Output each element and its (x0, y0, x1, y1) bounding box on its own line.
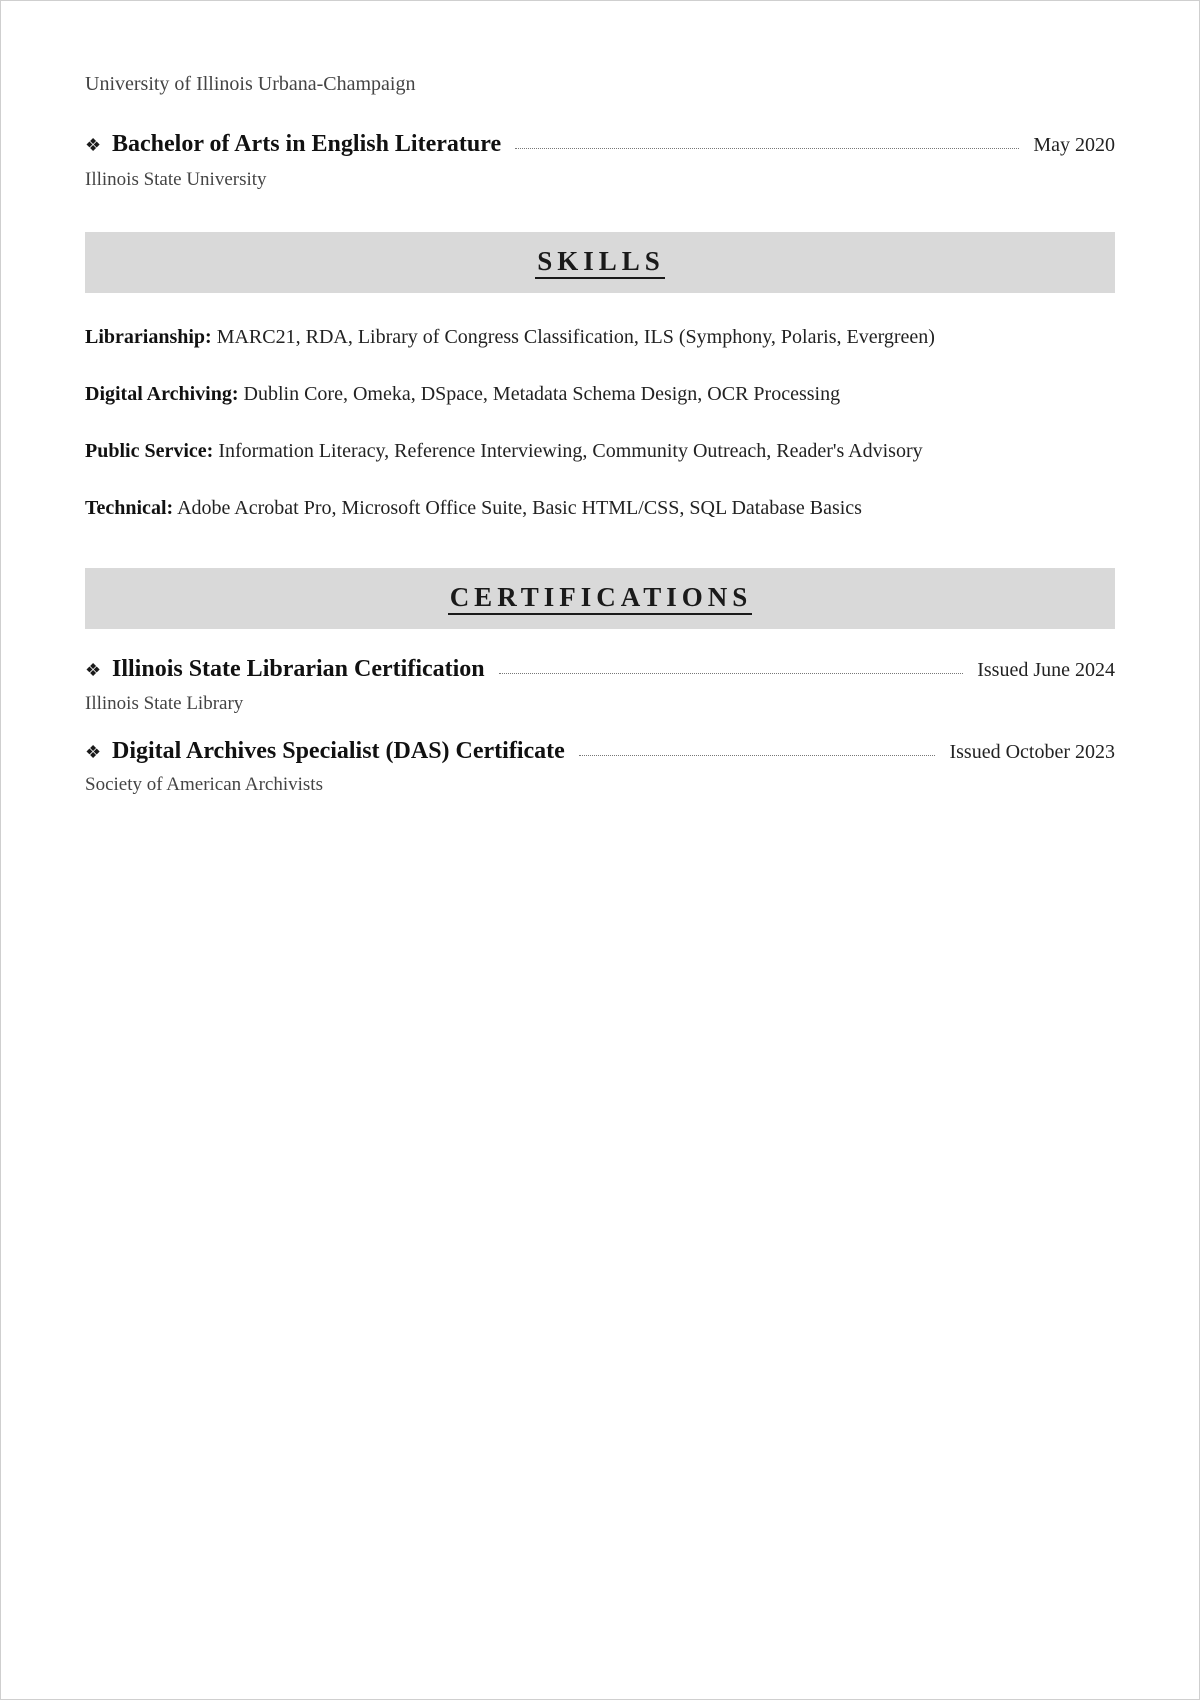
skill-line (85, 381, 1115, 407)
certification-issuer: Society of American Archivists (85, 774, 323, 795)
degree-title: Bachelor of Arts in English Literature (112, 131, 502, 157)
certification-issuer: Illinois State Library (85, 693, 244, 714)
skill-line (85, 495, 1115, 521)
diamond-bullet-icon: ❖ (85, 135, 102, 155)
certification-title: Illinois State Librarian Certification (112, 656, 485, 682)
skills-section-header (85, 232, 1115, 293)
education-institution-previous: University of Illinois Urbana-Champaign (85, 73, 416, 95)
skill-line (85, 438, 1115, 464)
diamond-bullet-icon: ❖ (85, 660, 102, 680)
skill-text: MARC21, RDA, Library of Congress Classification, ILS (Symphony, Polaris, Evergreen) (216, 326, 935, 348)
dotted-leader (579, 754, 936, 756)
degree-date: May 2020 (1033, 134, 1115, 156)
certification-entry (85, 654, 1115, 684)
certification-entry (85, 736, 1115, 766)
skill-label: Public Service: (85, 440, 214, 462)
skill-line (85, 324, 1115, 350)
certifications-section-header (85, 568, 1115, 629)
diamond-bullet-icon: ❖ (85, 742, 102, 762)
skill-text: Information Literacy, Reference Interviewing, Community Outreach, Reader's Advisory (218, 440, 923, 462)
certification-title: Digital Archives Specialist (DAS) Certificate (112, 738, 565, 764)
skill-text: Dublin Core, Omeka, DSpace, Metadata Schema Design, OCR Processing (243, 383, 841, 405)
education-entry (85, 129, 1115, 159)
skill-label: Librarianship: (85, 326, 212, 348)
certification-date: Issued June 2024 (977, 659, 1115, 681)
dotted-leader (515, 147, 1019, 149)
skill-label: Digital Archiving: (85, 383, 239, 405)
degree-institution: Illinois State University (85, 169, 267, 190)
skills-heading: SKILLS (535, 246, 665, 279)
certification-date: Issued October 2023 (949, 741, 1115, 763)
skill-text: Adobe Acrobat Pro, Microsoft Office Suite, Basic HTML/CSS, SQL Database Basics (177, 497, 862, 519)
skill-label: Technical: (85, 497, 174, 519)
certifications-heading: CERTIFICATIONS (448, 582, 753, 615)
dotted-leader (499, 672, 964, 674)
